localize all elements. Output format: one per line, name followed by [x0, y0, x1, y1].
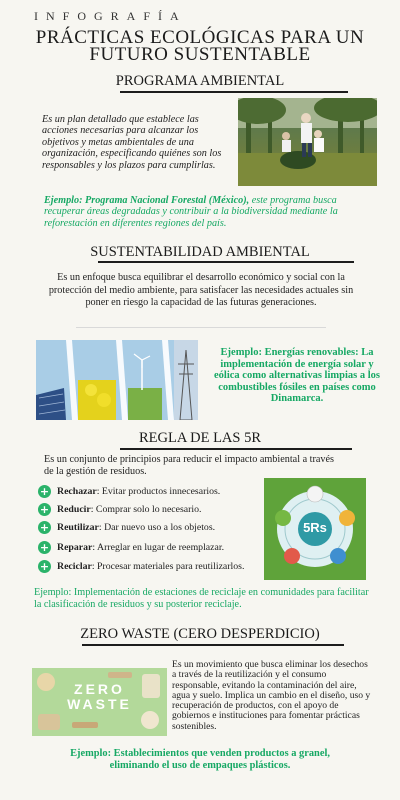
5r-example: Ejemplo: Implementación de estaciones de reciclaje en comunidades para facilitar la clasificación de residuos y su posterior reciclaje. — [34, 587, 369, 610]
5r-item-reducir — [38, 502, 201, 516]
section-rule — [120, 91, 348, 93]
5r-item-term: Reparar — [57, 541, 93, 553]
5r-item-desc: : Comprar solo lo necesario. — [90, 503, 202, 515]
section-rule — [82, 644, 344, 646]
plus-icon: + — [39, 540, 50, 554]
reforestation-photo — [238, 98, 377, 186]
5r-item-term: Reducir — [57, 503, 91, 515]
5r-item-desc: : Evitar productos innecesarios. — [96, 485, 221, 497]
zero-waste-photo-line2: WASTE — [67, 696, 132, 712]
zero-waste-example: Ejemplo: Establecimientos que venden productos a granel, eliminando el uso de empaques plásticos. — [70, 748, 330, 771]
5r-item-reparar — [38, 540, 224, 554]
5r-body: Es un conjunto de principios para reducir el impacto ambiental a través de la gestión de residuos. — [44, 454, 334, 477]
renewable-energy-photo — [36, 340, 198, 420]
plus-icon: + — [39, 559, 50, 573]
page-title-line1: PRÁCTICAS ECOLÓGICAS PARA UN — [35, 27, 365, 48]
section-title-zero-waste: ZERO WASTE (CERO DESPERDICIO) — [80, 626, 320, 642]
sustentabilidad-body: Es un enfoque busca equilibrar el desarrollo económico y social con la protección del medio ambiente, para satisfacer las necesidades actuales sin poner en riesgo la capacidad de las futuras generaciones. — [48, 272, 354, 308]
zero-waste-photo — [32, 668, 167, 736]
zero-waste-photo-text — [32, 682, 167, 712]
kicker-infografia: INFOGRAFÍA — [34, 9, 187, 23]
5r-item-term: Reutilizar — [57, 521, 99, 533]
section-title-sustentabilidad: SUSTENTABILIDAD AMBIENTAL — [90, 244, 310, 260]
5r-item-rechazar — [38, 484, 220, 498]
5r-item-desc: : Dar nuevo uso a los objetos. — [98, 521, 216, 533]
zero-waste-body: Es un movimiento que busca eliminar los desechos a través de la reutilización y el consumo responsable, evitando la contaminación del aire, agua y suelo. Implica un cambio en el diseño, uso y recuperación de productos, con el apoyo de gobiernos e instituciones para fomentar prácticas sostenibles. — [172, 659, 371, 732]
plus-icon: + — [39, 502, 50, 516]
section-rule — [98, 261, 354, 263]
programa-example-bold: Ejemplo: Programa Nacional Forestal (México), — [44, 195, 250, 206]
5rs-illustration — [264, 478, 366, 580]
sustentabilidad-example: Ejemplo: Energías renovables: La implementación de energía solar y eólica como alternativas limpias a los combustibles fósiles en países como Dinamarca. — [214, 347, 380, 405]
5rs-badge: 5Rs — [303, 520, 327, 535]
5r-item-term: Rechazar — [57, 485, 97, 497]
5r-item-desc: : Procesar materiales para reutilizarlos. — [91, 560, 245, 572]
5r-item-reciclar — [38, 559, 244, 573]
page-title-line2: FUTURO SUSTENTABLE — [89, 44, 311, 65]
section-title-programa: PROGRAMA AMBIENTAL — [115, 73, 285, 89]
plus-icon: + — [39, 484, 50, 498]
5r-item-reutilizar — [38, 520, 215, 534]
5r-item-term: Reciclar — [57, 560, 92, 572]
plus-icon: + — [39, 520, 50, 534]
programa-example — [44, 195, 364, 229]
section-rule — [120, 448, 352, 450]
5r-item-desc: : Arreglar en lugar de reemplazar. — [92, 541, 225, 553]
divider — [76, 327, 326, 328]
programa-body: Es un plan detallado que establece las acciones necesarias para alcanzar los objetivos y metas ambientales de una organización, especificando quiénes son los responsables y los plazos para cumplirlas. — [42, 114, 222, 171]
section-title-5r: REGLA DE LAS 5R — [138, 430, 262, 446]
zero-waste-photo-line1: ZERO — [74, 681, 125, 697]
page-title — [0, 29, 400, 63]
programa-example-rest: este programa busca recuperar áreas degradadas y contribuir a la biodiversidad mediante la reforestación en diferentes regiones del país. — [44, 195, 338, 229]
